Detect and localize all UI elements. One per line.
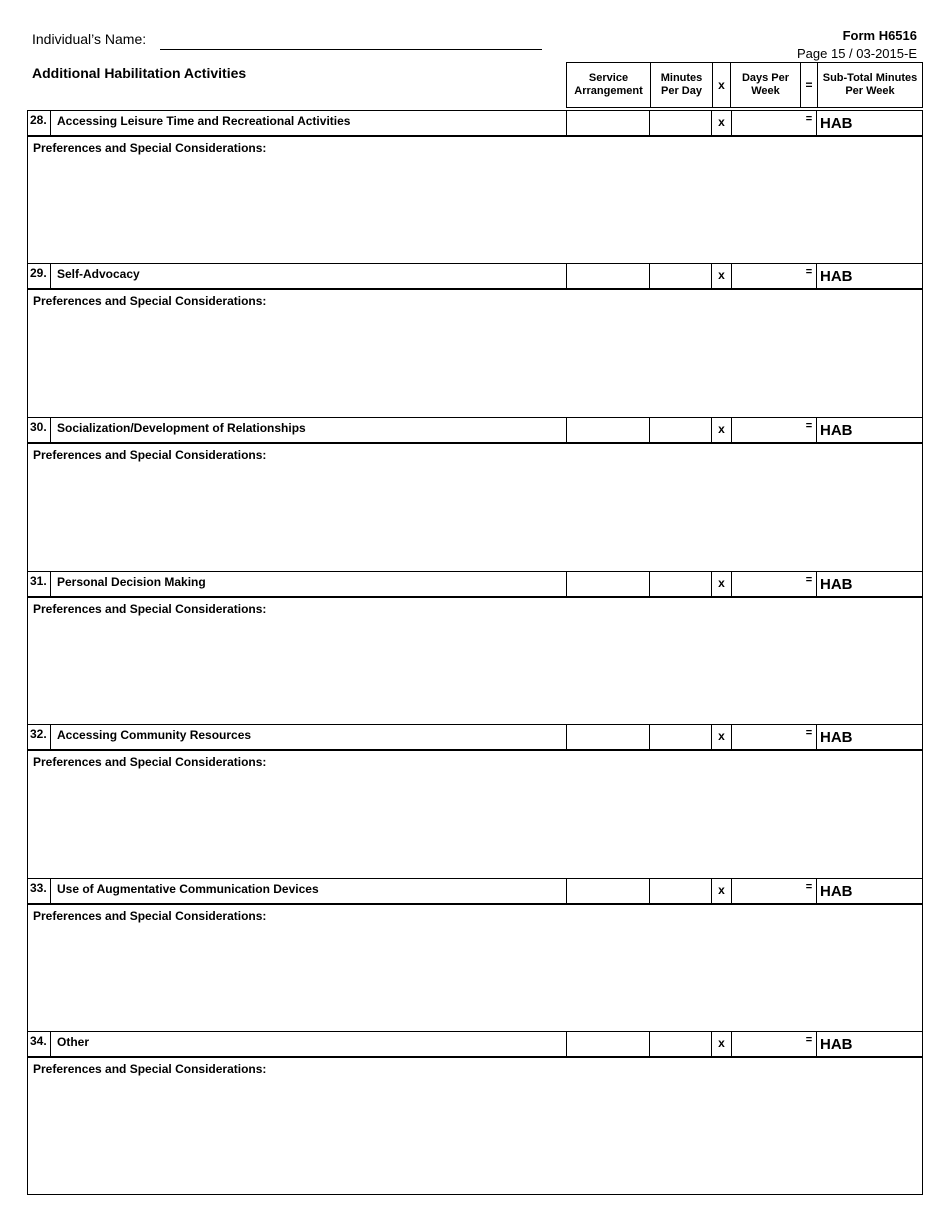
days-per-week-input[interactable] [732, 417, 802, 444]
minutes-per-day-input[interactable] [650, 571, 712, 598]
activity-row [27, 263, 923, 290]
minutes-per-day-input[interactable] [650, 110, 712, 137]
minutes-per-day-input[interactable] [650, 724, 712, 751]
individual-name-label: Individual’s Name: [32, 31, 147, 47]
service-arrangement-input[interactable] [566, 263, 650, 290]
activity-number: 30. [27, 417, 51, 444]
preferences-textarea[interactable] [27, 444, 923, 571]
individual-name-field[interactable] [160, 49, 542, 50]
equals-operator: = [802, 110, 817, 137]
equals-operator: = [802, 571, 817, 598]
page-info: Page 15 / 03-2015-E [797, 46, 917, 61]
activity-title: Personal Decision Making [57, 575, 206, 589]
equals-operator: = [802, 1031, 817, 1058]
subtotal-hab-field[interactable]: HAB [820, 268, 853, 285]
activity-row [27, 878, 923, 905]
activity-row [27, 571, 923, 598]
service-arrangement-input[interactable] [566, 417, 650, 444]
activity-number: 29. [27, 263, 51, 290]
preferences-label: Preferences and Special Considerations: [33, 448, 267, 462]
activity-number: 28. [27, 110, 51, 137]
activity-number: 34. [27, 1031, 51, 1058]
equals-operator: = [802, 878, 817, 905]
service-arrangement-input[interactable] [566, 110, 650, 137]
subtotal-hab-field[interactable]: HAB [820, 729, 853, 746]
activity-row [27, 110, 923, 137]
minutes-per-day-input[interactable] [650, 878, 712, 905]
col-header-minutes-per-day: Minutes Per Day [650, 62, 713, 108]
preferences-label: Preferences and Special Considerations: [33, 602, 267, 616]
times-operator: x [712, 263, 732, 290]
days-per-week-input[interactable] [732, 110, 802, 137]
times-operator: x [712, 878, 732, 905]
subtotal-hab-field[interactable]: HAB [820, 576, 853, 593]
col-header-subtotal: Sub-Total Minutes Per Week [817, 62, 923, 108]
preferences-textarea[interactable] [27, 1058, 923, 1195]
col-header-times: x [712, 62, 731, 108]
subtotal-hab-field[interactable]: HAB [820, 1036, 853, 1053]
col-header-equals: = [800, 62, 818, 108]
service-arrangement-input[interactable] [566, 878, 650, 905]
minutes-per-day-input[interactable] [650, 1031, 712, 1058]
activity-title: Accessing Leisure Time and Recreational Activities [57, 114, 351, 128]
activity-number: 33. [27, 878, 51, 905]
service-arrangement-input[interactable] [566, 571, 650, 598]
preferences-label: Preferences and Special Considerations: [33, 294, 267, 308]
days-per-week-input[interactable] [732, 724, 802, 751]
times-operator: x [712, 571, 732, 598]
subtotal-hab-field[interactable]: HAB [820, 883, 853, 900]
equals-operator: = [802, 724, 817, 751]
equals-operator: = [802, 417, 817, 444]
days-per-week-input[interactable] [732, 878, 802, 905]
preferences-label: Preferences and Special Considerations: [33, 755, 267, 769]
section-title: Additional Habilitation Activities [32, 65, 247, 81]
preferences-label: Preferences and Special Considerations: [33, 1062, 267, 1076]
times-operator: x [712, 724, 732, 751]
subtotal-hab-field[interactable]: HAB [820, 115, 853, 132]
preferences-label: Preferences and Special Considerations: [33, 909, 267, 923]
activity-title: Self-Advocacy [57, 267, 140, 281]
activity-row [27, 417, 923, 444]
activity-title: Accessing Community Resources [57, 728, 252, 742]
times-operator: x [712, 1031, 732, 1058]
days-per-week-input[interactable] [732, 263, 802, 290]
minutes-per-day-input[interactable] [650, 263, 712, 290]
preferences-textarea[interactable] [27, 290, 923, 417]
preferences-textarea[interactable] [27, 751, 923, 878]
activity-title: Socialization/Development of Relationships [57, 421, 306, 435]
activity-row [27, 724, 923, 751]
preferences-label: Preferences and Special Considerations: [33, 141, 267, 155]
days-per-week-input[interactable] [732, 1031, 802, 1058]
subtotal-hab-field[interactable]: HAB [820, 422, 853, 439]
times-operator: x [712, 417, 732, 444]
activity-number: 32. [27, 724, 51, 751]
service-arrangement-input[interactable] [566, 1031, 650, 1058]
equals-operator: = [802, 263, 817, 290]
minutes-per-day-input[interactable] [650, 417, 712, 444]
days-per-week-input[interactable] [732, 571, 802, 598]
col-header-service-arrangement: Service Arrangement [566, 62, 651, 108]
form-number: Form H6516 [842, 28, 917, 43]
preferences-textarea[interactable] [27, 905, 923, 1031]
activity-title: Other [57, 1035, 90, 1049]
activity-number: 31. [27, 571, 51, 598]
activity-row [27, 1031, 923, 1058]
service-arrangement-input[interactable] [566, 724, 650, 751]
preferences-textarea[interactable] [27, 598, 923, 724]
activity-title: Use of Augmentative Communication Devices [57, 882, 319, 896]
col-header-days-per-week: Days Per Week [730, 62, 801, 108]
preferences-textarea[interactable] [27, 137, 923, 263]
times-operator: x [712, 110, 732, 137]
